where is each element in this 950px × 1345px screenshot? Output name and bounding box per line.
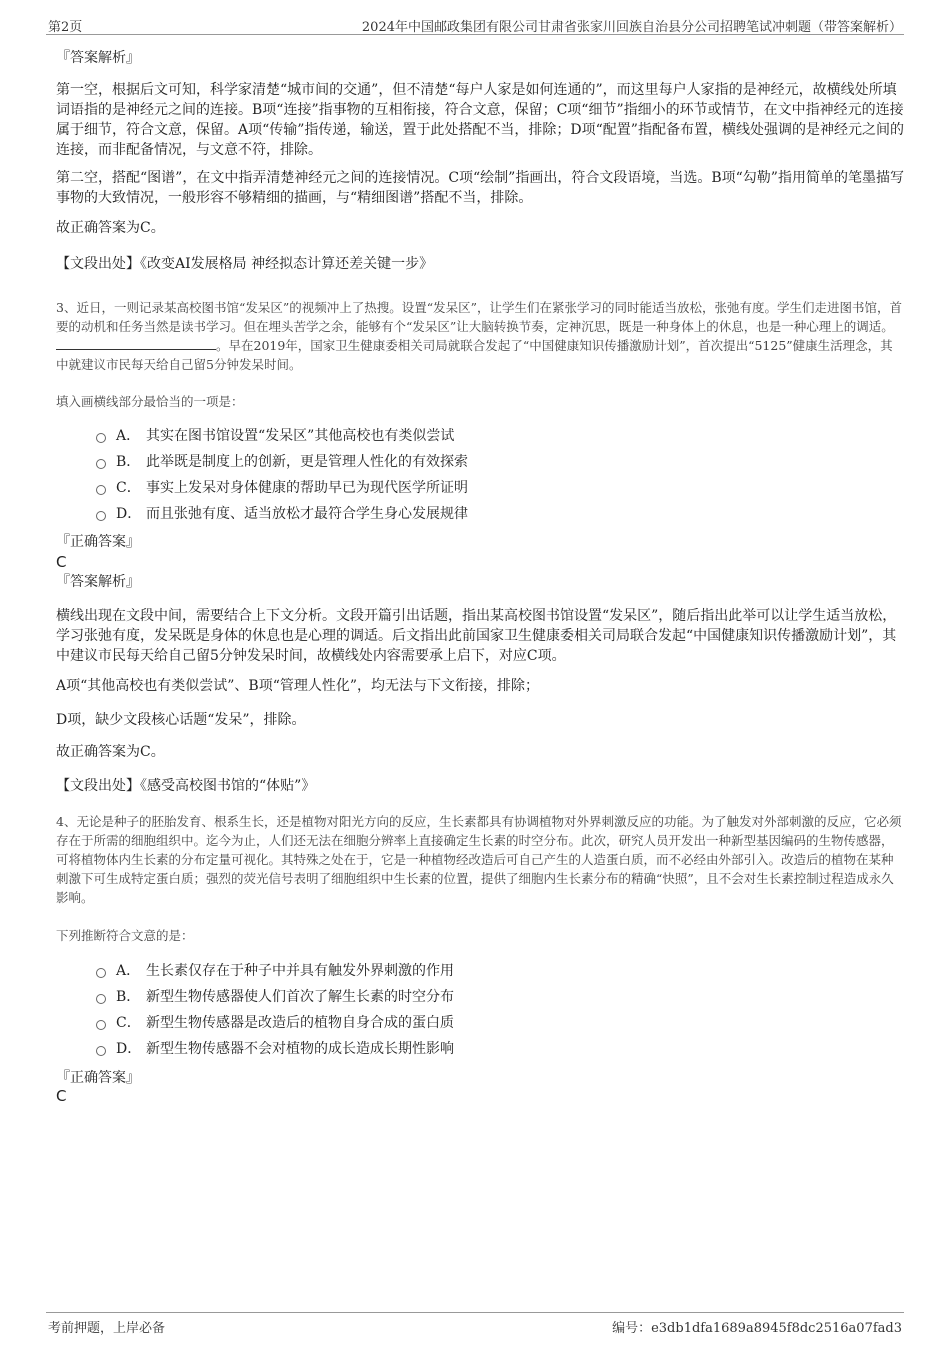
- radio-icon[interactable]: [96, 459, 106, 469]
- q3-stem-after: 。早在2019年，国家卫生健康委相关司局就联合发起了“中国健康知识传播激励计划”，首次提出“5125”健康生活理念，其中就建议市民每天给自己留5分钟发呆时间。: [56, 338, 893, 372]
- page-header: [46, 12, 904, 35]
- radio-icon[interactable]: [96, 1020, 106, 1030]
- q3-options: [96, 422, 904, 526]
- q2-analysis-p2: 第二空，搭配“图谱”，在文中指弄清楚神经元之间的连接情况。C项“绘制”指画出，符合文段语境，当选。B项“勾勒”指用简单的笔墨描写事物的大致情况，一般形容不够精细的描画，与“精细图谱”搭配不当，排除。: [56, 170, 904, 206]
- q3-analysis-p2: A项“其他高校也有类似尝试”、B项“管理人性化”，均无法与下文衔接，排除；: [56, 678, 540, 694]
- q4-answer-label: 『正确答案』: [56, 1070, 140, 1086]
- q3-answer-label: 『正确答案』: [56, 534, 140, 550]
- q3-answer: C: [56, 553, 67, 571]
- q3-stem-before: 3、近日，一则记录某高校图书馆“发呆区”的视频冲上了热搜。设置“发呆区”，让学生们在紧张学习的同时能适当放松，张弛有度。学生们走进图书馆，首要的动机和任务当然是读书学习。但在埋头苦学之余，能够有个“发呆区”让大脑转换节奏，定神沉思，既是一种身体上的休息，也是一种心理上的调适。: [56, 300, 903, 334]
- radio-icon[interactable]: [96, 968, 106, 978]
- q3-analysis-label: 『答案解析』: [56, 574, 140, 590]
- page-footer: [46, 1312, 904, 1335]
- q3-blank-line: [56, 337, 216, 350]
- radio-icon[interactable]: [96, 1046, 106, 1056]
- footer-code: 编号：e3db1dfa1689a8945f8dc2516a07fad3: [612, 1321, 902, 1336]
- q3-analysis-p3: D项，缺少文段核心话题“发呆”，排除。: [56, 712, 306, 728]
- q3-conclusion: 故正确答案为C。: [56, 744, 165, 760]
- q2-source: 【文段出处】《改变AI发展格局 神经拟态计算还差关键一步》: [56, 256, 434, 272]
- q4-options: [96, 957, 904, 1061]
- q4-option-d[interactable]: D． 新型生物传感器不会对植物的成长造成长期性影响: [96, 1035, 904, 1061]
- radio-icon[interactable]: [96, 511, 106, 521]
- q3-prompt: 填入画横线部分最恰当的一项是：: [56, 394, 244, 409]
- q4-stem: 4、无论是种子的胚胎发育、根系生长，还是植物对阳光方向的反应，生长素都具有协调植物对外界刺激反应的功能。为了触发对外部刺激的反应，它必须存在于所需的细胞组织中。迄今为止，人们还无法在细胞分辨率上直接确定生长素的时空分布。此次，研究人员开发出一种新型基因编码的生物传感器，可将植物体内生长素的分布定量可视化。其特殊之处在于，它是一种植物经改造后可自己产生的人造蛋白质，而不必经由外部引入。改造后的植物在某种刺激下可生成特定蛋白质；强烈的荧光信号表明了细胞组织中生长素的位置，提供了细胞内生长素分布的精确“快照”，且不会对生长素控制过程造成永久影响。: [56, 814, 902, 905]
- radio-icon[interactable]: [96, 485, 106, 495]
- q4-answer: C: [56, 1087, 67, 1105]
- q3-option-c[interactable]: C． 事实上发呆对身体健康的帮助早已为现代医学所证明: [96, 474, 904, 500]
- q4-option-a[interactable]: A． 生长素仅存在于种子中并具有触发外界刺激的作用: [96, 957, 904, 983]
- q2-conclusion: 故正确答案为C。: [56, 220, 165, 236]
- q4-option-c[interactable]: C． 新型生物传感器是改造后的植物自身合成的蛋白质: [96, 1009, 904, 1035]
- document-title: 2024年中国邮政集团有限公司甘肃省张家川回族自治县分公司招聘笔试冲刺题（带答案解析）: [361, 20, 902, 35]
- q4-prompt: 下列推断符合文意的是：: [56, 928, 194, 943]
- q3-option-d[interactable]: D． 而且张弛有度、适当放松才最符合学生身心发展规律: [96, 500, 904, 526]
- radio-icon[interactable]: [96, 994, 106, 1004]
- q2-analysis-label: 『答案解析』: [56, 50, 140, 66]
- q3-option-b[interactable]: B． 此举既是制度上的创新，更是管理人性化的有效探索: [96, 448, 904, 474]
- q3-analysis-p1: 横线出现在文段中间，需要结合上下文分析。文段开篇引出话题，指出某高校图书馆设置“发呆区”，随后指出此举可以让学生适当放松，学习张弛有度，发呆既是身体的休息也是心理的调适。后文指出此前国家卫生健康委相关司局联合发起“中国健康知识传播激励计划”，其中建议市民每天给自己留5分钟发呆时间，故横线处内容需要承上启下，对应C项。: [56, 608, 897, 664]
- q3-option-a[interactable]: A． 其实在图书馆设置“发呆区”其他高校也有类似尝试: [96, 422, 904, 448]
- page-number: 第2页: [48, 20, 83, 35]
- q3-stem: [56, 298, 904, 374]
- footer-slogan: 考前押题，上岸必备: [48, 1321, 166, 1336]
- q4-option-b[interactable]: B． 新型生物传感器使人们首次了解生长素的时空分布: [96, 983, 904, 1009]
- q3-source: 【文段出处】《感受高校图书馆的“体贴”》: [56, 778, 316, 794]
- radio-icon[interactable]: [96, 433, 106, 443]
- q2-analysis-p1: 第一空，根据后文可知，科学家清楚“城市间的交通”，但不清楚“每户人家是如何连通的”，而这里每户人家指的是神经元，故横线处所填词语指的是神经元之间的连接。B项“连接”指事物的互相衔接，符合文意，保留；C项“细节”指细小的环节或情节，在文中指神经元的连接属于细节，符合文意，保留。A项“传输”指传递，输送，置于此处搭配不当，排除；D项“配置”指配备布置，横线处强调的是神经元之间的连接，而非配备情况，与文意不符，排除。: [56, 82, 904, 158]
